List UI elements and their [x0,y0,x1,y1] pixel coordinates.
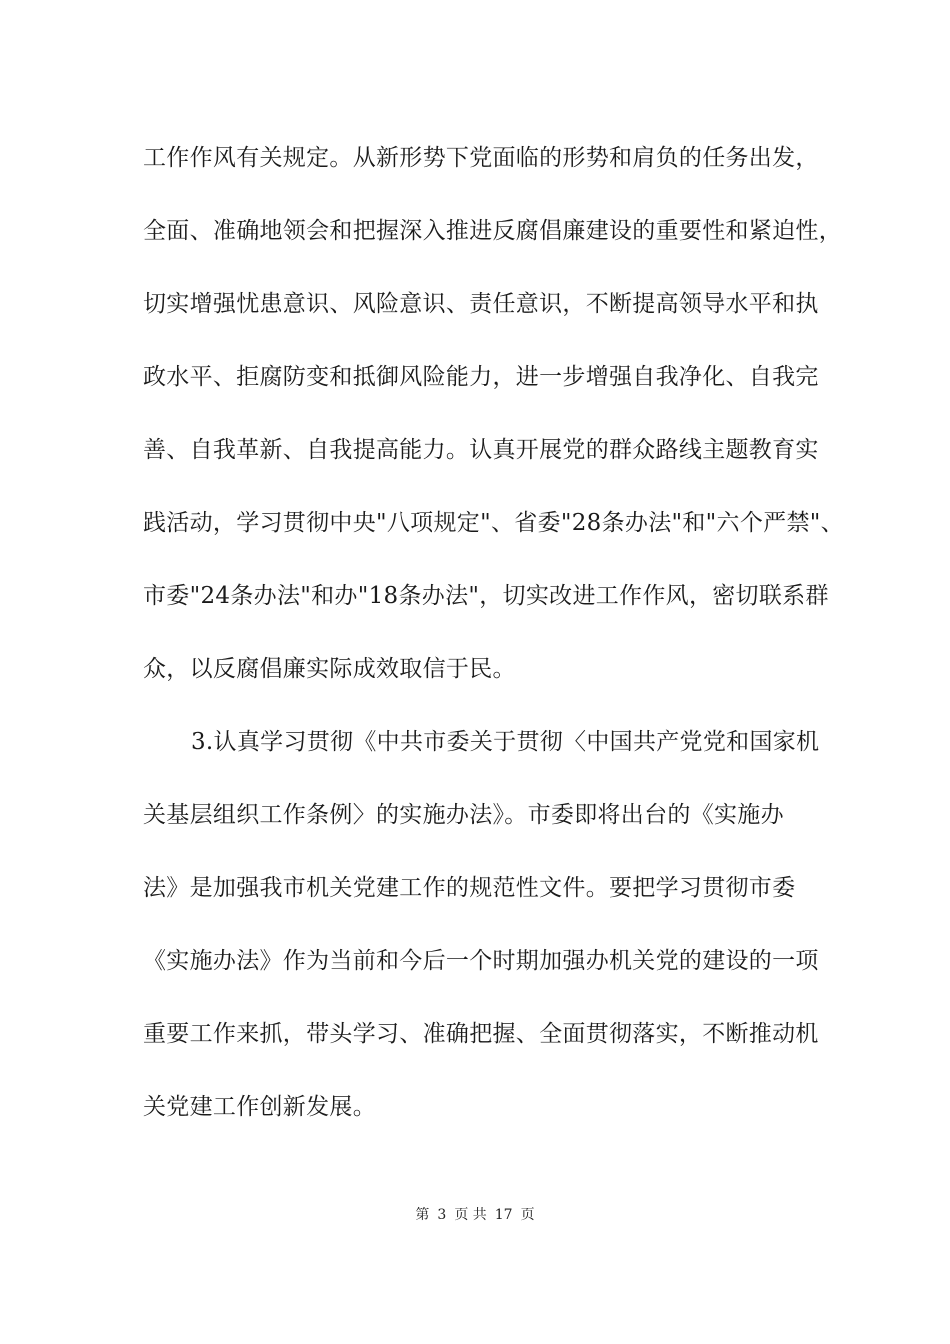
footer-middle: 页 共 [454,1207,487,1223]
total-page-count: 17 [494,1207,513,1223]
current-page-number: 3 [437,1207,447,1223]
section-heading-line: 3.认真学习贯彻《中共市委关于贯彻〈中国共产党党和国家机 [191,729,820,755]
body-text [143,128,844,1150]
text-line: 工作作风有关规定。从新形势下党面临的形势和肩负的任务出发， [143,145,819,171]
text-line: 法》是加强我市机关党建工作的规范性文件。要把学习贯彻市委 [143,875,796,901]
text-line: 《实施办法》作为当前和今后一个时期加强办机关党的建设的一项 [143,948,819,974]
footer-suffix: 页 [520,1207,535,1223]
text-line: 全面、准确地领会和把握深入推进反腐倡廉建设的重要性和紧迫性， [143,218,842,244]
text-line: 市委"24条办法"和办"18条办法"，切实改进工作作风，密切联系群 [143,583,829,609]
text-line: 切实增强忧患意识、风险意识、责任意识，不断提高领导水平和执 [143,291,819,317]
text-line: 重要工作来抓，带头学习、准确把握、全面贯彻落实，不断推动机 [143,1021,819,1047]
text-line: 众，以反腐倡廉实际成效取信于民。 [143,656,516,682]
footer-prefix: 第 [415,1207,430,1223]
text-line: 践活动，学习贯彻中央"八项规定"、省委"28条办法"和"六个严禁"、 [143,510,844,536]
text-line: 关党建工作创新发展。 [143,1094,376,1120]
text-line: 政水平、拒腐防变和抵御风险能力，进一步增强自我净化、自我完 [143,364,819,390]
text-line: 关基层组织工作条例〉的实施办法》。市委即将出台的《实施办 [143,802,784,828]
page-number-footer [0,1206,950,1224]
text-line: 善、自我革新、自我提高能力。认真开展党的群众路线主题教育实 [143,437,819,463]
